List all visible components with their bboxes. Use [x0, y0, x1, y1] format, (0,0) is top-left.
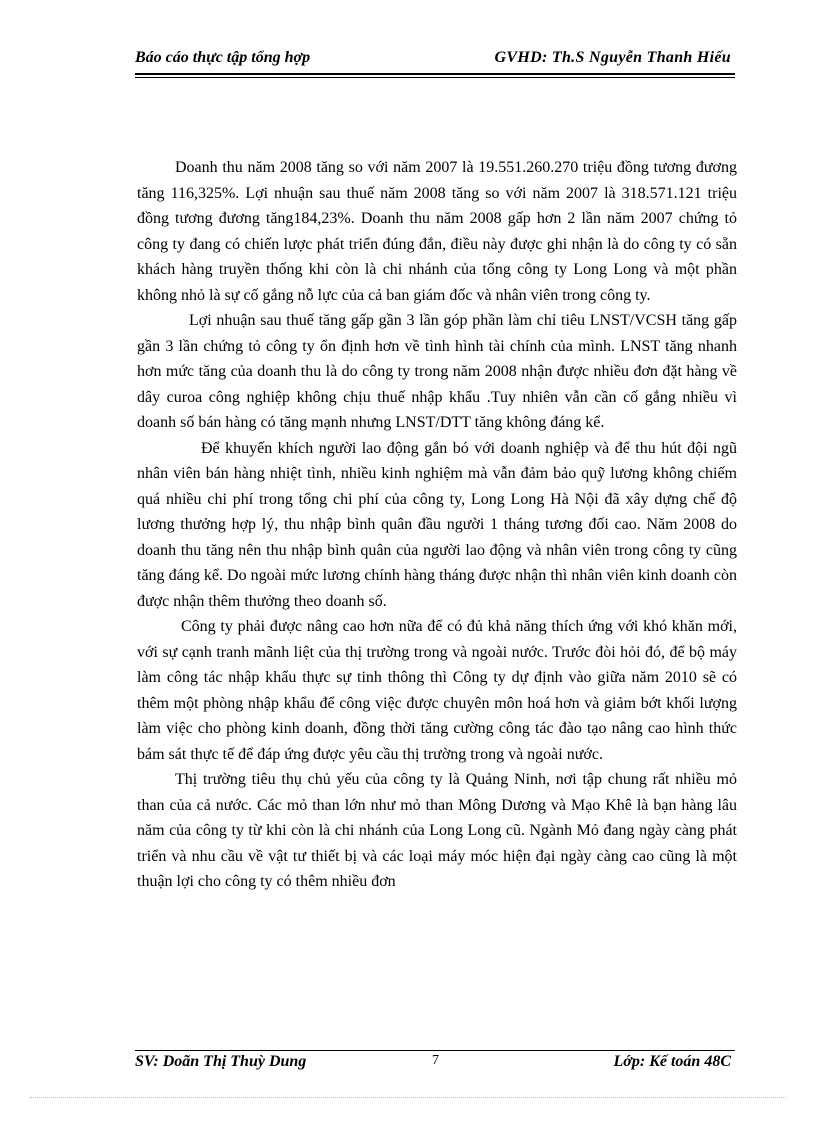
paragraph-market: Thị trường tiêu thụ chủ yếu của công ty là Quảng Ninh, nơi tập chung rất nhiều mỏ than của cả nước. Các mỏ than lớn như mỏ than Mông Dương và Mạo Khê là bạn hàng lâu năm của công ty từ khi còn là chi nhánh của Long Long cũ. Ngành Mỏ đang ngày càng phát triển và nhu cầu về vật tư thiết bị và các loại máy móc hiện đại ngày càng cao cũng là một thuận lợi cho công ty có thêm nhiều đơn	[137, 771, 737, 890]
page-boundary-line	[30, 1097, 786, 1098]
paragraph-salary: Để khuyến khích người lao động gắn bó với doanh nghiệp và để thu hút đội ngũ nhân viên bán hàng nhiệt tình, nhiều kinh nghiệm mà vẫn đảm bảo quỹ lương không chiếm quá nhiều chi phí trong tổng chi phí của công ty, Long Long Hà Nội đã xây dựng chế độ lương thưởng hợp lý, thu nhập bình quân đầu người 1 tháng tương đối cao. Năm 2008 do doanh thu tăng nên thu nhập bình quân của người lao động và nhân viên trong công ty cũng tăng đáng kể. Do ngoài mức lương chính hàng tháng được nhận thì nhân viên kinh doanh còn được nhận thêm thưởng theo doanh số.	[137, 439, 737, 610]
footer-class: Lớp: Kế toán 48C	[613, 1053, 731, 1070]
page-footer	[135, 1053, 735, 1075]
page-number: 7	[432, 1053, 439, 1068]
footer-student: SV: Doãn Thị Thuỳ Dung	[135, 1053, 307, 1070]
paragraph-import: Công ty phải được nâng cao hơn nữa để có đủ khả năng thích ứng với khó khăn mới, với sự cạnh tranh mãnh liệt của thị trường trong và ngoài nước. Trước đòi hỏi đó, để bộ máy làm công tác nhập khẩu thực sự tinh thông thì Công ty dự định vào giữa năm 2010 sẽ có thêm một phòng nhập khẩu để công việc được chuyên môn hoá hơn và giảm bớt khối lượng làm việc cho phòng kinh doanh, đồng thời tăng cường công tác đào tạo nâng cao hình thức bám sát thực tế để đáp ứng được yêu cầu thị trường trong và ngoài nước.	[137, 618, 737, 763]
paragraph-profit: Lợi nhuận sau thuế tăng gấp gần 3 lần góp phần làm chỉ tiêu LNST/VCSH tăng gấp gần 3 lần chứng tỏ công ty ổn định hơn về tình hình tài chính của mình. LNST tăng nhanh hơn mức tăng của doanh thu là do công ty trong năm 2008 nhận được nhiều đơn đặt hàng về dây curoa công nghiệp không chịu thuế nhập khẩu .Tuy nhiên vẫn cần cố gắng nhiều vì doanh số bán hàng có tăng mạnh nhưng LNST/DTT tăng không đáng kể.	[137, 312, 737, 431]
paragraph-revenue: Doanh thu năm 2008 tăng so với năm 2007 là 19.551.260.270 triệu đồng tương đương tăng 116,325%. Lợi nhuận sau thuế năm 2008 tăng so với năm 2007 là 318.571.121 triệu đồng tương đương tăng184,23%. Doanh thu năm 2008 gấp hơn 2 lần năm 2007 chứng tỏ công ty đang có chiến lược phát triển đúng đắn, điều này được ghi nhận là do công ty có sẵn khách hàng truyền thống khi còn là chi nhánh của tổng công ty Long Long và một phần không nhỏ là sự cố gắng nỗ lực của cả ban giám đốc và nhân viên trong công ty.	[137, 159, 737, 304]
body-text	[137, 155, 737, 895]
header-supervisor: GVHD: Th.S Nguyễn Thanh Hiếu	[494, 49, 731, 66]
footer-rule	[135, 1050, 735, 1051]
header-report-title: Báo cáo thực tập tổng hợp	[135, 49, 311, 66]
header-rule	[135, 73, 735, 75]
header-rule-thin	[135, 77, 735, 78]
page-header	[135, 49, 735, 73]
